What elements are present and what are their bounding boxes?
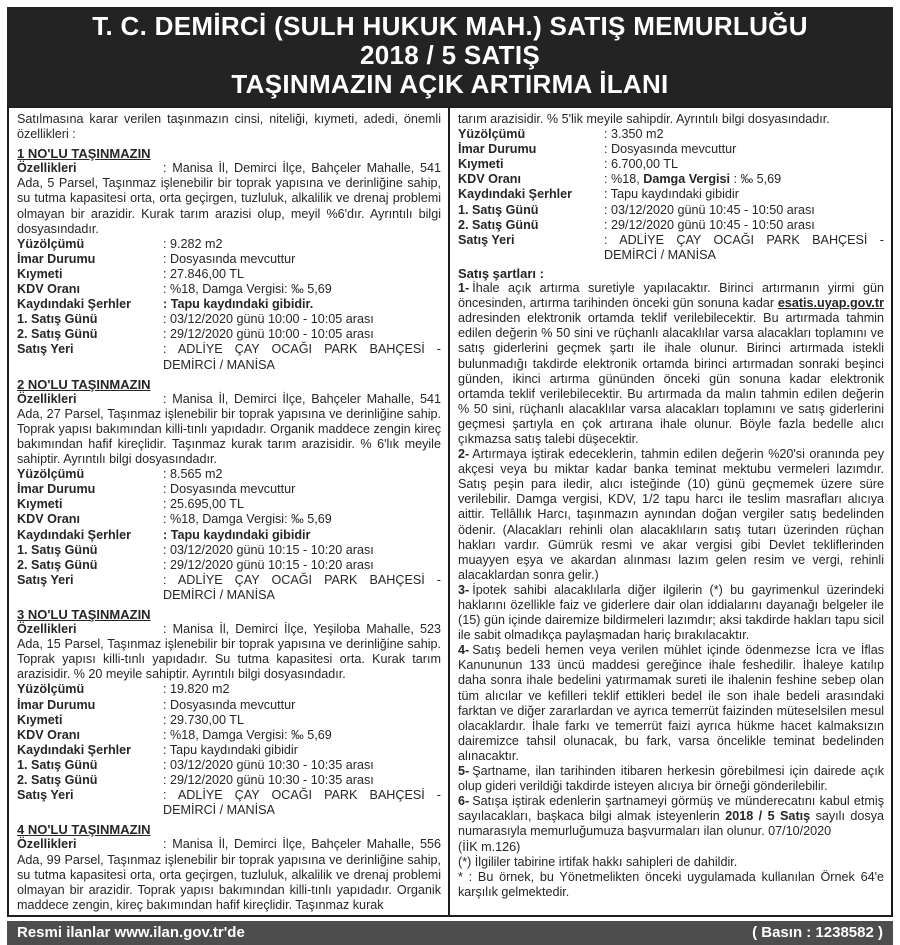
field-label-ozellikleri: Özellikleri: [17, 391, 77, 406]
field-label-imar: İmar Durumu: [17, 482, 96, 497]
terms-item-6-number: 6-: [458, 794, 470, 809]
field-row-satis1: [17, 758, 441, 773]
field-row-satis1: [458, 203, 884, 218]
field-row-kiymet: [458, 157, 884, 172]
terms-item-5: [458, 764, 884, 794]
field-value-serhler: : Tapu kaydındaki gibidir: [163, 743, 441, 758]
field-label-yuzolcumu: Yüzölçümü: [17, 467, 85, 482]
terms-item-1-text-before: İhale açık artırma suretiyle yapılacaktır. Birinci artırmanın yirmi gün öncesinden, artırma tarihinden önceki gün sonuna kadar: [458, 281, 884, 311]
field-value-satis2: : 29/12/2020 günü 10:45 - 10:50 arası: [604, 218, 884, 233]
note-star-1: (*) İlgililer tabirine irtifak hakkı sahipleri de dahildir.: [458, 854, 738, 869]
field-row-yuzolcumu: [458, 127, 884, 142]
property-2-ozellikleri-text: : Manisa İl, Demirci İlçe, Bahçeler Mahalle, 541 Ada, 27 Parsel, Taşınmaz işlenebilir bir toprak yapısına ve derinliğine sahip. Toprak yapısı bakımından killi-tınlı yapıdadır. Organik maddece zengin kireç bakımından hafif kireçlidir. Taşınmaz kurak tarım arazisidir. % 6'lık meyile sahiptir. Ayrıntılı bilgi dosyasındadır.: [17, 392, 441, 466]
field-row-kiymet: [17, 267, 441, 282]
field-label-satis2: 2. Satış Günü: [17, 327, 98, 342]
field-label-satis2: 2. Satış Günü: [458, 217, 539, 232]
field-value-serhler: : Tapu kaydındaki gibidir: [163, 528, 441, 543]
field-value-imar: : Dosyasında mevcuttur: [604, 142, 884, 157]
field-value-satis1: : 03/12/2020 günü 10:30 - 10:35 arası: [163, 758, 441, 773]
terms-item-5-text: Şartname, ilan tarihinden itibaren herkesin görebilmesi için dairede açık olup gideri verildiği takdirde isteyen alıcıya bir örneği gönderilebilir.: [458, 764, 884, 794]
field-value-kdv: [604, 172, 884, 187]
field-label-satis2: 2. Satış Günü: [17, 557, 98, 572]
field-row-satis1: [17, 312, 441, 327]
field-row-kiymet: [17, 497, 441, 512]
field-label-kiymet: Kıymeti: [17, 497, 63, 512]
field-label-imar: İmar Durumu: [458, 142, 537, 157]
field-value-yer: : ADLİYE ÇAY OCAĞI PARK BAHÇESİ - DEMİRCİ / MANİSA: [604, 233, 884, 263]
kdv-value-damga-vergisi: Damga Vergisi: [643, 172, 731, 187]
field-value-kdv: : %18, Damga Vergisi: ‰ 5,69: [163, 282, 441, 297]
property-4-ozellikleri-text: : Manisa İl, Demirci İlçe, Bahçeler Mahalle, 556 Ada, 99 Parsel, Taşınmaz işlenebilir bir toprak yapısına ve derinliğine sahip, su tutma kapasitesi orta, orta geçirgen, tuzluluk, alkalilik ve drenaj problemi olmayan bir arazidir. Toprak yapısı bakımından killi-tınlı yapıdadır. Organik maddece zengin, kireç bakımından hafif kireçlidir. Taşınmaz kurak: [17, 837, 441, 911]
field-value-satis2: : 29/12/2020 günü 10:00 - 10:05 arası: [163, 327, 441, 342]
field-value-imar: : Dosyasında mevcuttur: [163, 252, 441, 267]
field-value-satis1: : 03/12/2020 günü 10:45 - 10:50 arası: [604, 203, 884, 218]
field-value-yer: : ADLİYE ÇAY OCAĞI PARK BAHÇESİ - DEMİRCİ / MANİSA: [163, 573, 441, 603]
property-4-heading: 4 NO'LU TAŞINMAZIN: [17, 822, 151, 838]
field-label-yer: Satış Yeri: [17, 342, 74, 357]
field-label-yuzolcumu: Yüzölçümü: [458, 127, 526, 142]
field-label-kiymet: Kıymeti: [17, 266, 63, 281]
field-value-satis2: : 29/12/2020 günü 10:30 - 10:35 arası: [163, 773, 441, 788]
header-file-number: 2018 / 5 SATIŞ: [359, 40, 541, 70]
terms-item-5-number: 5-: [458, 764, 470, 779]
footer-bar: [7, 921, 893, 945]
header-notice-type: TAŞINMAZIN AÇIK ARTIRMA İLANI: [231, 69, 669, 99]
field-row-kdv: [17, 728, 441, 743]
field-row-yer: [458, 233, 884, 263]
kdv-value-suffix: : ‰ 5,69: [730, 172, 782, 187]
field-label-kiymet: Kıymeti: [458, 157, 504, 172]
field-row-yuzolcumu: [17, 237, 441, 252]
field-row-kdv: [17, 512, 441, 527]
field-row-imar: [17, 482, 441, 497]
terms-item-6-text-after: sayılı dosya numarasıyla memurluğumuza başvurmaları ilan olunur. 07/10/2020: [458, 809, 884, 839]
terms-item-1-text-after: adresinden elektronik ortamda teklif verilebilecektir. Bu artırmada tahmin edilen değerin % 50 sini ve rüçhanlı alacaklılar varsa alacakları toplamını ve satış giderlerini geçmek şartı ile ihale olunur. Birinci artırmada istekli bulunmadığı takdirde elektronik ortamda birinci artırmadan sonraki beşinci günden, ikinci artırma gününden önceki gün sonuna kadar elektronik ortamda teklif verilebilecektir. Bu artırmada da malın tahmin edilen değerin % 50 sini, rüçhanlı alacaklılar varsa alacakları toplamını ve satış giderlerini geçmesi şartıyla en çok artırana ihale olunur. Böyle fazla bedelle alıcı çıkmazsa satış talebi düşecektir.: [458, 311, 884, 446]
field-value-imar: : Dosyasında mevcuttur: [163, 482, 441, 497]
field-value-yer: : ADLİYE ÇAY OCAĞI PARK BAHÇESİ - DEMİRCİ / MANİSA: [163, 788, 441, 818]
field-label-yer: Satış Yeri: [17, 788, 74, 803]
terms-item-3-text: İpotek sahibi alacaklılarla diğer ilgilerin (*) bu gayrimenkul üzerindeki haklarını özellikle faiz ve giderlere dair olan iddialarını dayanağı belgeler ile (15) gün içinde dairemize bildirmeleri lazımdır; aksi takdirde hakları tapu sicil ile sabit olmadıkça paylaşmadan hariç bırakılacaktır.: [458, 582, 884, 643]
field-row-yer: [17, 788, 441, 818]
field-row-satis2: [17, 327, 441, 342]
field-label-ozellikleri: Özellikleri: [17, 161, 77, 176]
field-row-yuzolcumu: [17, 682, 441, 697]
field-value-yuzolcumu: : 3.350 m2: [604, 127, 884, 142]
field-label-serhler: Kaydındaki Şerhler: [458, 187, 573, 202]
field-label-kdv: KDV Oranı: [17, 512, 80, 527]
field-row-imar: [458, 142, 884, 157]
field-value-kiymet: : 25.695,00 TL: [163, 497, 441, 512]
right-column: [450, 108, 891, 915]
field-label-satis2: 2. Satış Günü: [17, 773, 98, 788]
field-label-yer: Satış Yeri: [17, 572, 74, 587]
property-2-heading: 2 NO'LU TAŞINMAZIN: [17, 376, 151, 392]
property-3-description: [17, 622, 441, 682]
field-label-yuzolcumu: Yüzölçümü: [17, 236, 85, 251]
field-label-serhler: Kaydındaki Şerhler: [17, 742, 132, 757]
field-label-ozellikleri: Özellikleri: [17, 837, 77, 852]
field-value-serhler: : Tapu kaydındaki gibidir: [604, 187, 884, 202]
intro-text: Satılmasına karar verilen taşınmazın cinsi, niteliği, kıymeti, adedi, önemli özellikleri :: [17, 112, 441, 142]
terms-item-6: [458, 794, 884, 839]
property-3-heading: 3 NO'LU TAŞINMAZIN: [17, 607, 151, 622]
field-label-ozellikleri: Özellikleri: [17, 622, 77, 637]
terms-item-2-number: 2-: [458, 447, 470, 462]
field-row-satis2: [17, 558, 441, 573]
terms-item-3: [458, 583, 884, 643]
terms-item-3-number: 3-: [458, 582, 470, 597]
note-star-2: * : Bu örnek, bu Yönetmelikten önceki uygulamada kullanılan Örnek 64'e karşılık gelmektedir.: [458, 869, 884, 899]
notice-header: [7, 7, 893, 106]
field-label-satis1: 1. Satış Günü: [17, 757, 98, 772]
field-label-imar: İmar Durumu: [17, 251, 96, 266]
field-row-serhler: [17, 743, 441, 758]
field-row-satis1: [17, 543, 441, 558]
field-label-serhler: Kaydındaki Şerhler: [17, 527, 132, 542]
field-row-yer: [17, 342, 441, 372]
note-iik: (İİK m.126): [458, 839, 521, 854]
field-value-yuzolcumu: : 8.565 m2: [163, 467, 441, 482]
field-value-kiymet: : 29.730,00 TL: [163, 713, 441, 728]
field-label-satis1: 1. Satış Günü: [17, 542, 98, 557]
field-row-yuzolcumu: [17, 467, 441, 482]
terms-item-1: [458, 281, 884, 447]
footer-press-number: ( Basın : 1238582 ): [752, 924, 883, 941]
field-label-imar: İmar Durumu: [17, 697, 96, 712]
field-label-satis1: 1. Satış Günü: [458, 202, 539, 217]
field-label-yer: Satış Yeri: [458, 232, 515, 247]
field-label-kdv: KDV Oranı: [17, 727, 80, 742]
field-value-satis1: : 03/12/2020 günü 10:00 - 10:05 arası: [163, 312, 441, 327]
terms-item-6-file-number: 2018 / 5 Satış: [725, 809, 811, 824]
field-row-kiymet: [17, 713, 441, 728]
left-column: [9, 108, 450, 915]
field-row-kdv: [17, 282, 441, 297]
field-value-satis2: : 29/12/2020 günü 10:15 - 10:20 arası: [163, 558, 441, 573]
terms-heading: Satış şartları :: [458, 265, 544, 281]
field-label-serhler: Kaydındaki Şerhler: [17, 297, 132, 312]
terms-item-2: [458, 447, 884, 583]
field-row-satis2: [17, 773, 441, 788]
field-label-yuzolcumu: Yüzölçümü: [17, 682, 85, 697]
property-4-description-continued: tarım arazisidir. % 5'lik meyile sahipdir. Ayrıntılı bilgi dosyasındadır.: [458, 112, 830, 126]
field-row-yer: [17, 573, 441, 603]
field-value-kiymet: : 27.846,00 TL: [163, 267, 441, 282]
field-label-kdv: KDV Oranı: [458, 172, 521, 187]
terms-item-4-number: 4-: [458, 643, 470, 658]
notice-body: [7, 106, 893, 917]
property-1-description: [17, 161, 441, 236]
field-row-kdv: [458, 172, 884, 187]
field-value-satis1: : 03/12/2020 günü 10:15 - 10:20 arası: [163, 543, 441, 558]
footer-official-ads-text: Resmi ilanlar www.ilan.gov.tr'de: [17, 924, 245, 941]
field-row-satis2: [458, 218, 884, 233]
esatis-uyap-link: esatis.uyap.gov.tr: [777, 296, 884, 311]
field-label-satis1: 1. Satış Günü: [17, 312, 98, 327]
field-value-kdv: : %18, Damga Vergisi: ‰ 5,69: [163, 512, 441, 527]
property-4-description: [17, 837, 441, 912]
header-authority-title: T. C. DEMİRCİ (SULH HUKUK MAH.) SATIŞ MEMURLUĞU: [92, 11, 808, 41]
field-value-serhler: : Tapu kaydındaki gibidir.: [163, 297, 441, 312]
field-row-imar: [17, 698, 441, 713]
field-value-kiymet: : 6.700,00 TL: [604, 157, 884, 172]
field-value-yuzolcumu: : 19.820 m2: [163, 682, 441, 697]
kdv-value-prefix: %18,: [611, 172, 644, 187]
property-1-ozellikleri-text: : Manisa İl, Demirci İlçe, Bahçeler Mahalle, 541 Ada, 5 Parsel, Taşınmaz işlenebilir bir toprak yapısına ve derinliğine sahip, su tutma kapasitesi orta, orta geçirgen, tuzluluk, alkalilik ve drenaj problemi olmayan bir arazidir. Kurak tarım arazisi olup, meyil %6'dır. Ayrıntılı bilgi dosyasındadır.: [17, 161, 441, 235]
field-value-imar: : Dosyasında mevcuttur: [163, 698, 441, 713]
field-row-imar: [17, 252, 441, 267]
property-2-description: [17, 392, 441, 467]
terms-item-4-text: Satış bedeli hemen veya verilen mühlet içinde ödenmezse İcra ve İflas Kanununun 133 üncü maddesi gereğince ihale feshedilir. İhaleye katılıp daha sonra ihale bedelini yatırmamak sureti ile ihalenin feshine sebep olan tüm alıcılar ve kefilleri teklif ettikleri bedel ile son ihale bedeli arasındaki farktan ve diğer zararlardan ve ayrıca temerrüt faizinden müteselsilen mesul olacaklardır. İhale farkı ve temerrüt faizi ayrıca hükme hacet kalmaksızın dairemizce tahsil olunacak, bu fark, varsa öncelikle teminat bedelinden alınacaktır.: [458, 643, 884, 763]
field-label-kiymet: Kıymeti: [17, 712, 63, 727]
field-row-serhler: [17, 528, 441, 543]
field-value-kdv: : %18, Damga Vergisi: ‰ 5,69: [163, 728, 441, 743]
property-1-heading: 1 NO'LU TAŞINMAZIN: [17, 146, 151, 162]
field-value-yer: : ADLİYE ÇAY OCAĞI PARK BAHÇESİ - DEMİRCİ / MANİSA: [163, 342, 441, 372]
terms-item-6-text-before: Satışa iştirak edenlerin şartnameyi görmüş ve münderecatını kabul etmiş sayılacakları, başkaca bilgi almak isteyenlerin: [458, 794, 884, 824]
terms-item-4: [458, 643, 884, 764]
field-row-serhler: [17, 297, 441, 312]
terms-item-2-text: Artırmaya iştirak edeceklerin, tahmin edilen değerin %20'si oranında pey akçesi veya bu miktar kadar banka teminat mektubu vermeleri lazımdır. Satış peşin para iledir, alıcı isteğinde (10) günü geçmemek üzere süre verilebilir. Damga vergisi, KDV, 1/2 tapu harcı ile teslim masrafları alıcıya aittir. Tellâllık Harcı, taşınmazın aynından doğan vergiler satış bedelinden ödenir. (Alacakları rehinli olan alacaklıların satış tutarı üzerinden rüçhan hakları vardır. Gümrük resmi ve akar vergisi gibi Devlet tekliflerinden muayyen eşya ve akardan alınması lazım gelen resim ve vergi, rehinli alacaklardan sonra gelir.): [458, 447, 884, 582]
terms-item-1-number: 1-: [458, 281, 470, 296]
field-label-kdv: KDV Oranı: [17, 282, 80, 297]
field-value-yuzolcumu: : 9.282 m2: [163, 237, 441, 252]
property-3-ozellikleri-text: : Manisa İl, Demirci İlçe, Yeşiloba Mahalle, 523 Ada, 15 Parsel, Taşınmaz işlenebilir bir toprak yapısına ve derinliğine sahip. Toprak yapısı killi-tınlı yapıdadır. Su tutma kapasitesi orta. Kurak tarım arazisidir. % 20 meyile sahiptir. Ayrıntılı bilgi dosyasındadır.: [17, 622, 441, 681]
field-row-serhler: [458, 187, 884, 202]
